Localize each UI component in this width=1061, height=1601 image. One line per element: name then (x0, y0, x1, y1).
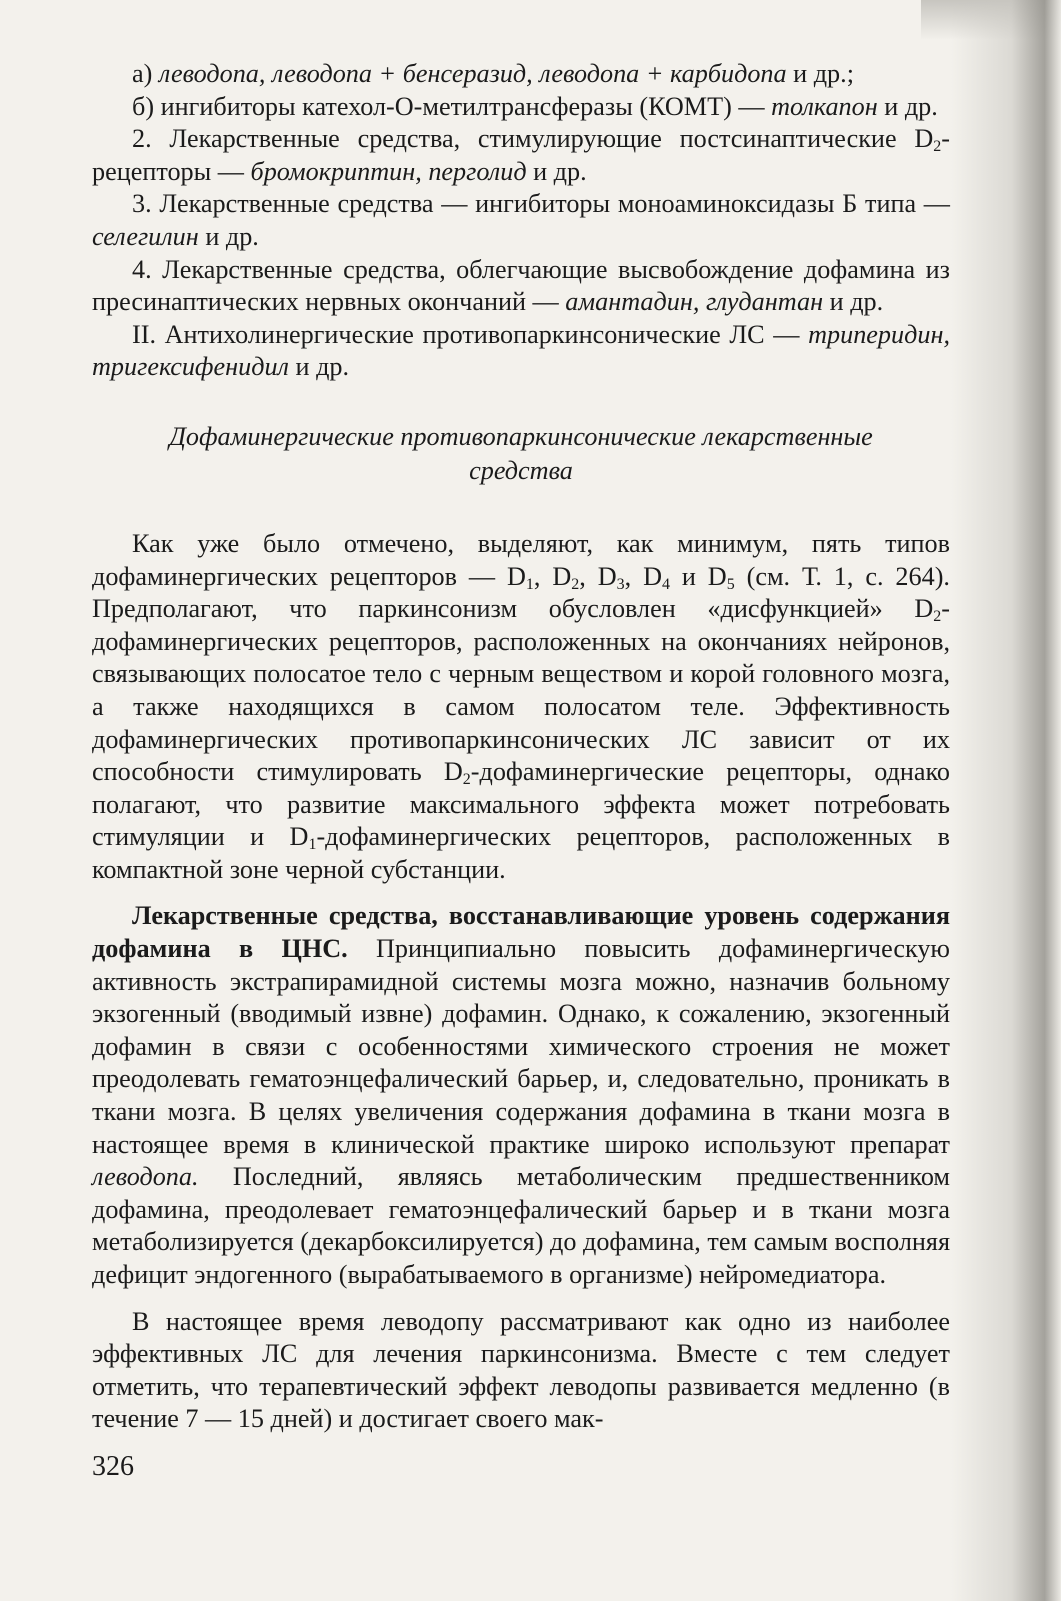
paragraph-levodopa (92, 900, 950, 1291)
list-item-b-drugs: толкапон (771, 91, 878, 121)
list-item-b-prefix: б) ингибиторы катехол-О-метилтрансферазы (КОМТ) — (132, 91, 772, 121)
page-body (92, 58, 950, 1436)
scan-shadow-top (921, 0, 1061, 40)
para2-text-2: Последний, являясь метаболическим предшественником дофамина, преодолевает гематоэнцефалический барьер и в ткани мозга метаболизируется (декарбоксилируется) до дофамина, тем самым восполняя дефицит эндогенного (вырабатываемого в организме) нейромедиатора. (92, 1162, 950, 1289)
section-heading (92, 420, 950, 488)
para1-text-1: Как уже было отмечено, выделяют, как минимум, пять типов дофаминергических рецепторов — D (92, 528, 950, 591)
para1-sub-3: 3 (616, 575, 625, 593)
list-item-2-prefix: 2. Лекарственные средства, стимулирующие постсинаптические D (132, 124, 934, 154)
para1-text-3: -дофаминергических рецепторов, расположенных на окончаниях нейронов, связывающих полосатое тело с черным веществом и корой головного мозга, а также находящихся в самом полосатом теле. Эффективность дофаминергических противопаркинсонических ЛС зависит от их способности стимулировать D (92, 594, 950, 787)
list-item-b-suffix: и др. (877, 91, 938, 121)
para2-drug: леводопа. (92, 1162, 199, 1192)
list-item-II-suffix: и др. (288, 352, 350, 382)
para1-sub-8: 1 (308, 836, 317, 854)
para1-comma-3: , D (624, 561, 662, 591)
paragraph-receptors (92, 528, 950, 887)
para1-comma-1: , D (533, 561, 572, 591)
list-item-4-drugs: амантадин, глудантан (565, 287, 824, 317)
scan-shadow-edge (951, 0, 1061, 1601)
list-item-a-prefix: а) (132, 59, 159, 88)
list-item-II-drug-2: тригексифенидил (92, 352, 289, 382)
para1-sub-6: 2 (933, 608, 942, 626)
para1-text-4: -дофаминергические рецепторы, однако полагают, что развитие максимального эффекта может потребовать стимуляции и D (92, 757, 950, 852)
list-item-2-subscript: 2 (933, 138, 942, 156)
para1-sub-7: 2 (462, 771, 471, 789)
para1-sub-4: 4 (661, 575, 670, 593)
list-item-4-prefix: 4. Лекарственные средства, облегчающие высвобождение дофамина из пресинаптических нервных окончаний — (92, 254, 950, 317)
list-item-3-prefix: 3. Лекарственные средства — ингибиторы моноаминоксидазы Б типа — (132, 189, 950, 219)
list-item-3-suffix: и др. (198, 221, 259, 251)
section-heading-line-1: Дофаминергические противопаркинсонические лекарственные (169, 421, 873, 451)
list-item-2 (92, 123, 950, 188)
para1-comma-2: , D (579, 561, 617, 591)
para1-text-2: (см. Т. 1, с. 264). Предполагают, что паркинсонизм обусловлен «дисфункцией» D (92, 561, 950, 624)
list-item-3-drugs: селегилин (92, 221, 199, 251)
section-heading-line-2: средства (469, 455, 573, 485)
para3-text: В настоящее время леводопу рассматривают как одно из наиболее эффективных ЛС для лечения паркинсонизма. Вместе с тем следует отметить, что терапевтический эффект леводопы развивается медленно (в течение 7 — 15 дней) и достигает своего мак- (92, 1306, 950, 1434)
list-item-4 (92, 254, 950, 319)
list-item-II-prefix: II. Антихолинергические противопаркинсонические ЛС — (132, 319, 809, 349)
para1-sub-5: 5 (726, 575, 735, 593)
para1-sub-2: 2 (571, 575, 580, 593)
list-item-3 (92, 188, 950, 253)
paragraph-effectiveness (92, 1306, 950, 1436)
list-item-a-drugs: леводопа, леводопа + бенсеразид, леводопа + карбидопа (158, 59, 787, 88)
para2-bold-lead: Лекарственные средства, восстанавливающие уровень содержания дофамина в ЦНС. (92, 901, 950, 964)
list-item-b (92, 91, 950, 124)
list-item-2-middle: -рецепторы — (92, 124, 950, 186)
list-item-4-suffix: и др. (823, 287, 884, 317)
list-item-II-drug-1: триперидин, (808, 319, 950, 349)
list-item-II (92, 319, 950, 384)
list-item-2-drugs: бромокриптин, перголид (250, 156, 527, 186)
list-item-a (92, 58, 950, 91)
para2-text-1: Принципиально повысить дофаминергическую активность экстрапирамидной системы мозга можно, назначив больному экзогенный (вводимый извне) дофамин. Однако, к сожалению, экзогенный дофамин в связи с особенностями химического строения не может преодолевать гематоэнцефалический барьер, и, следовательно, проникать в ткани мозга. В целях увеличения содержания дофамина в ткани мозга в настоящее время в клинической практике широко используют препарат (92, 934, 950, 1159)
list-item-2-suffix: и др. (526, 156, 587, 186)
para1-conj: и D (669, 561, 727, 591)
page-number: 326 (92, 1451, 134, 1482)
para1-text-5: -дофаминергических рецепторов, расположенных в компактной зоне черной субстанции. (92, 822, 950, 884)
list-item-a-suffix: и др.; (786, 59, 854, 88)
para1-sub-1: 1 (525, 575, 534, 593)
